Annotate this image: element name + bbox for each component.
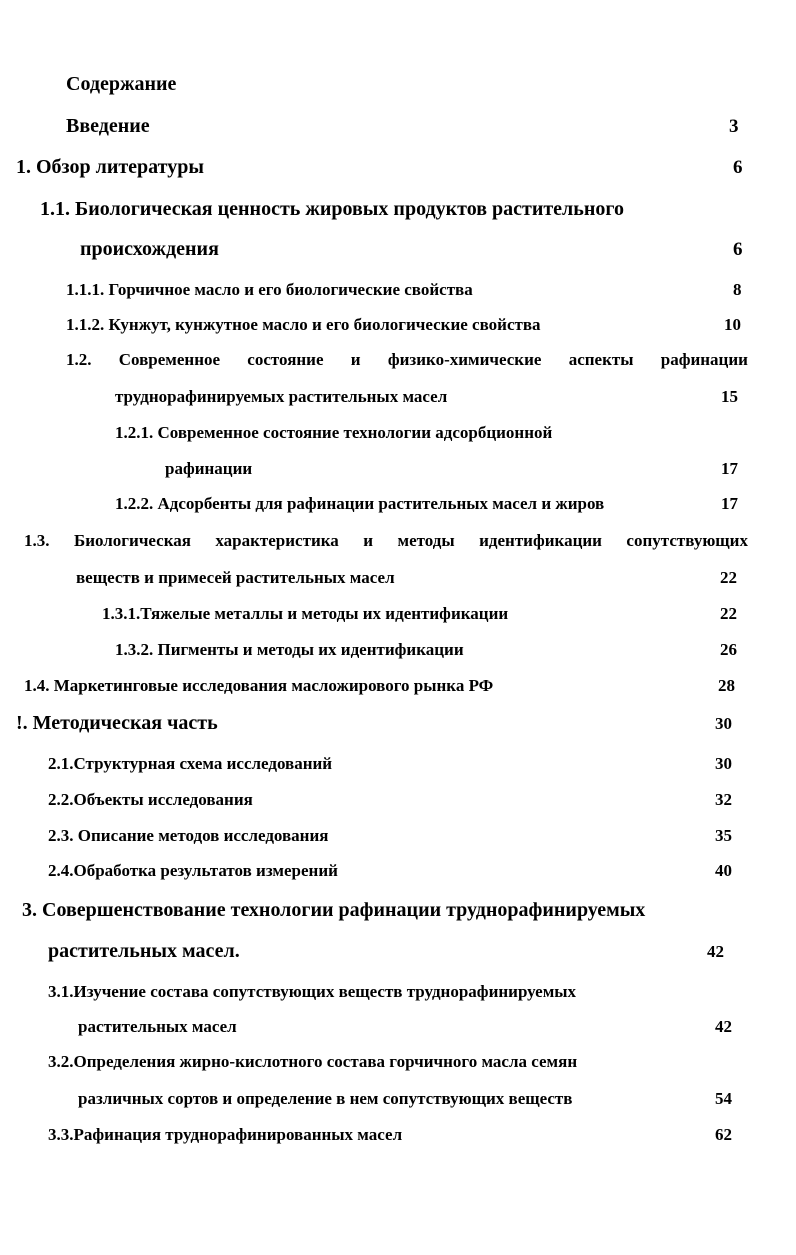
toc-page-2-3: 35 [715, 826, 732, 845]
toc-word: сопутствующих [626, 531, 748, 550]
toc-title: Содержание [66, 73, 177, 95]
toc-word: физико-химические [387, 350, 542, 369]
toc-page-1-3: 22 [720, 568, 737, 587]
toc-entry-3-2-line1: 3.2.Определения жирно-кислотного состава горчичного масла семян [48, 1052, 578, 1071]
toc-word: Биологическая [73, 531, 191, 550]
toc-word: 1.3. [24, 531, 50, 550]
toc-page-1-3-2: 26 [720, 640, 737, 659]
toc-word: состояние [247, 350, 324, 369]
toc-word: 1.2. [66, 350, 92, 369]
toc-entry-1-3-1: 1.3.1.Тяжелые металлы и методы их идентификации [102, 604, 509, 623]
toc-entry-2-2: 2.2.Объекты исследования [48, 790, 253, 809]
toc-entry-2-3: 2.3. Описание методов исследования [48, 826, 329, 845]
toc-entry-2-4: 2.4.Обработка результатов измерений [48, 861, 338, 880]
toc-entry-2: !. Методическая часть [16, 712, 218, 734]
toc-entry-1-4: 1.4. Маркетинговые исследования масложирового рынка РФ [24, 676, 494, 695]
toc-word: рафинации [660, 350, 748, 369]
toc-page-2-2: 32 [715, 790, 732, 809]
toc-entry-2-1: 2.1.Структурная схема исследований [48, 754, 333, 773]
toc-word: и [363, 531, 374, 550]
toc-page-1-1-1: 8 [733, 280, 742, 299]
toc-entry-3-3: 3.3.Рафинация труднорафинированных масел [48, 1125, 403, 1144]
toc-word: аспекты [568, 350, 634, 369]
toc-entry-1-2-1-line2: рафинации [165, 459, 253, 478]
toc-entry-3-line1: 3. Совершенствование технологии рафинации труднорафинируемых [22, 899, 646, 921]
toc-page-intro: 3 [729, 116, 739, 137]
toc-page-1-2-2: 17 [721, 494, 738, 513]
toc-page-2-4: 40 [715, 861, 732, 880]
toc-page-3: 42 [707, 942, 724, 961]
toc-page-1-2-1: 17 [721, 459, 738, 478]
toc-page-3-2: 54 [715, 1089, 732, 1108]
toc-entry-1-2-line2: труднорафинируемых растительных масел [115, 387, 448, 406]
toc-page-1-2: 15 [721, 387, 738, 406]
toc-entry-1-3-line2: веществ и примесей растительных масел [76, 568, 395, 587]
toc-page-2: 30 [715, 714, 732, 733]
toc-page-3-1: 42 [715, 1017, 732, 1036]
toc-page-1-4: 28 [718, 676, 735, 695]
toc-entry-1-1-line1: 1.1. Биологическая ценность жировых продуктов растительного [40, 198, 624, 220]
toc-word: характеристика [215, 531, 339, 550]
toc-entry-1-1-line2: происхождения [80, 238, 219, 260]
toc-entry-1: 1. Обзор литературы [16, 156, 204, 178]
toc-entry-3-2-line2: различных сортов и определение в нем сопутствующих веществ [78, 1089, 573, 1108]
toc-entry-1-3-line1 [24, 532, 748, 549]
toc-entry-intro: Введение [66, 115, 150, 137]
toc-entry-3-1-line1: 3.1.Изучение состава сопутствующих веществ труднорафинируемых [48, 982, 577, 1001]
toc-page-1-1-2: 10 [724, 315, 741, 334]
toc-entry-3-line2: растительных масел. [48, 940, 240, 962]
toc-page-1: 6 [733, 157, 743, 178]
toc-entry-1-2-1-line1: 1.2.1. Современное состояние технологии адсорбционной [115, 423, 553, 442]
toc-page-3-3: 62 [715, 1125, 732, 1144]
toc-word: Современное [118, 350, 221, 369]
toc-entry-1-2-line1 [66, 351, 748, 368]
toc-entry-1-3-2: 1.3.2. Пигменты и методы их идентификации [115, 640, 464, 659]
toc-word: идентификации [479, 531, 602, 550]
toc-entry-1-2-2: 1.2.2. Адсорбенты для рафинации растительных масел и жиров [115, 494, 605, 513]
toc-page-2-1: 30 [715, 754, 732, 773]
toc-entry-1-1-1: 1.1.1. Горчичное масло и его биологические свойства [66, 280, 473, 299]
toc-entry-3-1-line2: растительных масел [78, 1017, 237, 1036]
toc-entry-1-1-2: 1.1.2. Кунжут, кунжутное масло и его биологические свойства [66, 315, 541, 334]
toc-word: и [350, 350, 361, 369]
toc-word: методы [397, 531, 455, 550]
toc-page-1-1: 6 [733, 239, 743, 260]
toc-page-1-3-1: 22 [720, 604, 737, 623]
